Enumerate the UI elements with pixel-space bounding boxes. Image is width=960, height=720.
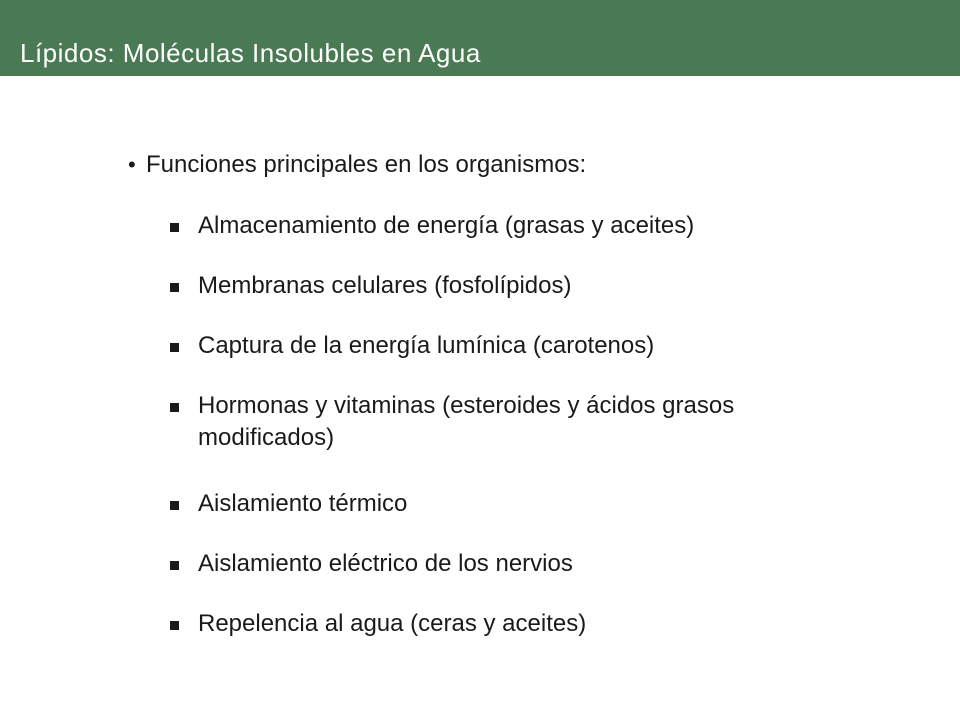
list-item [170, 390, 890, 454]
list-item-text: Aislamiento térmico [198, 490, 408, 517]
list-item [170, 210, 890, 242]
square-bullet-icon [170, 223, 179, 232]
list-item [170, 548, 890, 580]
list-item-text: Captura de la energía lumínica (carotenos) [198, 332, 655, 359]
list-item [170, 270, 890, 302]
list-item [170, 330, 890, 362]
list-item-text: Hormonas y vitaminas (esteroides y ácidos grasos modificados) [198, 392, 735, 451]
square-bullet-icon [170, 621, 179, 630]
bullet-dot-icon: • [128, 152, 136, 177]
main-bullet [128, 151, 586, 179]
list-item-text: Aislamiento eléctrico de los nervios [198, 550, 573, 577]
main-bullet-text: Funciones principales en los organismos: [146, 151, 587, 178]
square-bullet-icon [170, 403, 179, 412]
list-item-text: Membranas celulares (fosfolípidos) [198, 272, 572, 299]
square-bullet-icon [170, 283, 179, 292]
square-bullet-icon [170, 561, 179, 570]
list-item [170, 488, 890, 520]
square-bullet-icon [170, 343, 179, 352]
list-item-text: Almacenamiento de energía (grasas y aceites) [198, 212, 695, 239]
list-item [170, 608, 890, 640]
list-item-text: Repelencia al agua (ceras y aceites) [198, 610, 587, 637]
square-bullet-icon [170, 501, 179, 510]
slide-title: Lípidos: Moléculas Insolubles en Agua [20, 38, 481, 68]
